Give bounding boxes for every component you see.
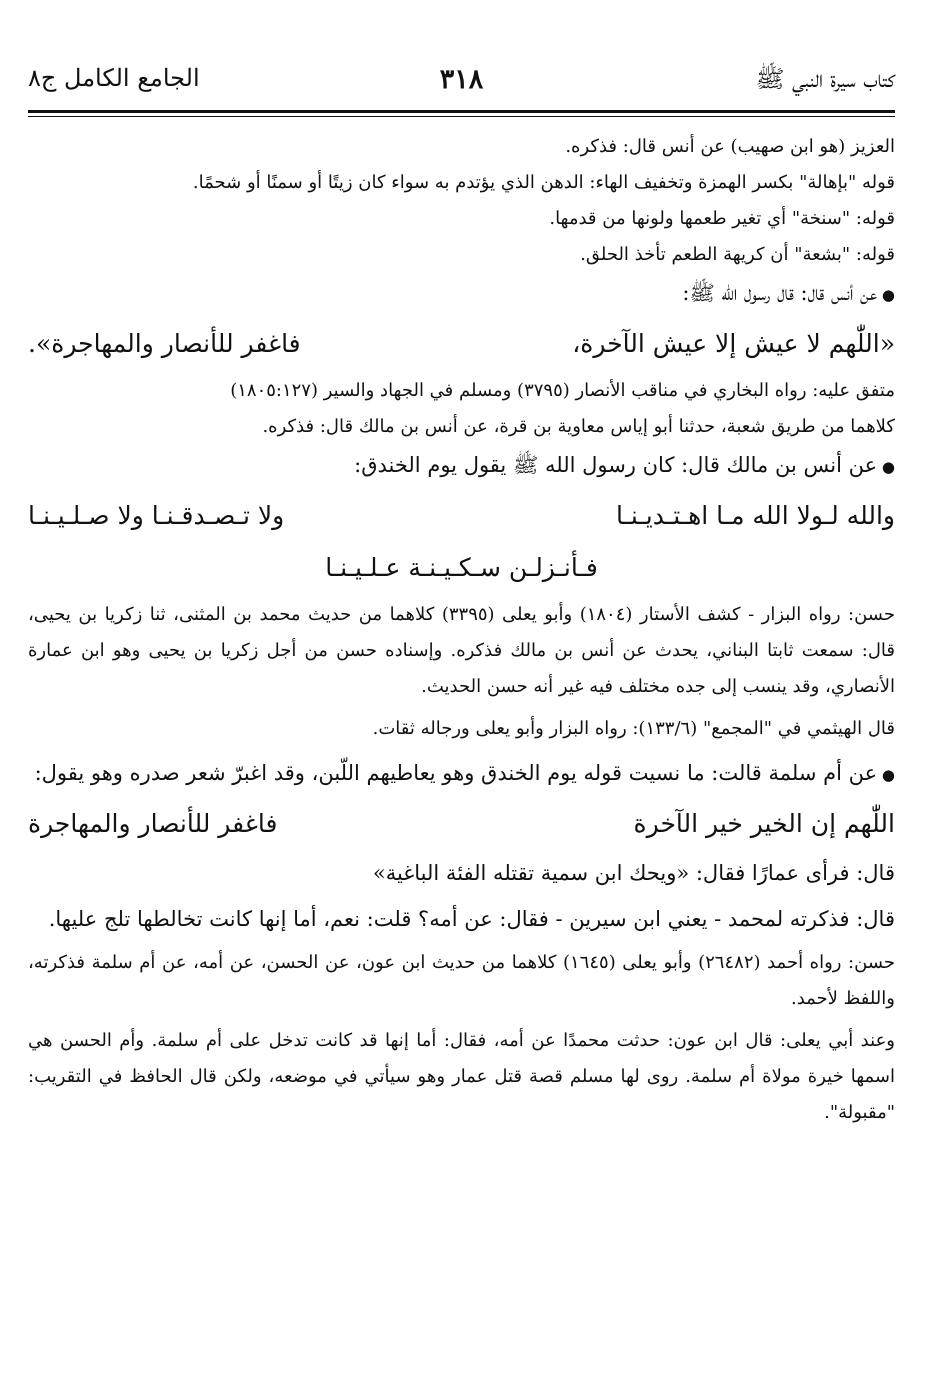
poem-verse [28,493,895,539]
hadith-text: ● عن أم سلمة قالت: ما نسيت قوله يوم الخندق وهو يعاطيهم اللّبن، وقد اغبرّ شعر صدره وهو يقول: [28,753,895,795]
header-rule-thin [28,116,895,117]
verse-first-hemistich: اللّٰهم إن الخير خير الآخرة [633,809,895,838]
verse-second-hemistich: فاغفر للأنصار والمهاجرة». [28,329,301,358]
takhrij-paragraph: حسن: رواه البزار - كشف الأستار (١٨٠٤) وأبو يعلى (٣٣٩٥) كلاهما من حديث محمد بن المثنى، ثنا زكريا بن يحيى، قال: سمعت ثابتا البناني، يحدث عن أنس بن مالك فذكره. وإسناده حسن من أجل زكريا بن يحيى وهو ابن عمارة الأنصاري، وقد ينسب إلى جده مختلف فيه غير أنه حسن الحديث. [28,604,895,697]
verse-first-hemistich: والله لـولا الله مـا اهـتـديـنـا [615,501,895,530]
verse-second-hemistich: فاغفر للأنصار والمهاجرة [28,809,278,838]
commentary-paragraph: قوله "بإهالة" بكسر الهمزة وتخفيف الهاء: الدهن الذي يؤتدم به سواء كان زيتًا أو سمنًا أو شحمًا. [192,172,895,193]
hadith-text: قال: فرأى عمارًا فقال: «ويحك ابن سمية تقتله الفئة الباغية» [372,861,895,885]
commentary-paragraph: قوله: "سنخة" أي تغير طعمها ولونها من قدمها. [549,208,895,229]
takhrij-paragraph: قال الهيثمي في "المجمع" (١٣٣/٦): رواه البزار وأبو يعلى ورجاله ثقات. [372,718,895,739]
header-rule-thick [28,110,895,113]
verse-first-hemistich: «اللّٰهم لا عيش إلا عيش الآخرة، [572,329,895,358]
hadith-intro: ● عن أنس قال: قال رسول الله ﷺ: [28,273,895,315]
book-page [28,58,895,1131]
poem-verse [28,321,895,367]
poem-verse-single: فـأنـزلـن سـكـيـنـة عـلـيـنـا [325,553,598,582]
hadith-intro: ● عن أنس بن مالك قال: كان رسول الله ﷺ يقول يوم الخندق: [28,445,895,487]
commentary-paragraph: قوله: "بشعة" أن كريهة الطعم تأخذ الحلق. [580,244,895,265]
running-head-section: كتاب سيرة النبي ﷺ [755,65,895,93]
commentary-paragraph: العزيز (هو ابن صهيب) عن أنس قال: فذكره. [565,136,895,157]
page-number: ٣١٨ [439,64,484,95]
takhrij-paragraph: كلاهما من طريق شعبة، حدثنا أبو إياس معاوية بن قرة، عن أنس بن مالك قال: فذكره. [262,416,895,437]
verse-second-hemistich: ولا تـصـدقـنـا ولا صـلـيـنـا [28,501,285,530]
poem-verse [28,801,895,847]
hadith-text: قال: فذكرته لمحمد - يعني ابن سيرين - فقال: عن أمه؟ قلت: نعم، أما إنها كانت تخالطها تلج عليها. [48,907,895,931]
page-header [28,58,895,108]
takhrij-paragraph: وعند أبي يعلى: قال ابن عون: حدثت محمدًا عن أمه، فقال: أما إنها قد كانت تدخل على أم سلمة. وأم الحسن هي اسمها خيرة مولاة أم سلمة. روى لها مسلم قصة قتل عمار وهو سيأتي في موضعه، ولكن قال الحافظ في التقريب: "مقبولة". [28,1030,895,1123]
takhrij-paragraph: حسن: رواه أحمد (٢٦٤٨٢) وأبو يعلى (١٦٤٥) كلاهما من حديث ابن عون، عن الحسن، عن أمه، عن أم سلمة فذكرته، واللفظ لأحمد. [28,952,895,1009]
running-head-title: الجامع الكامل ج٨ [28,64,200,92]
takhrij-paragraph: متفق عليه: رواه البخاري في مناقب الأنصار (٣٧٩٥) ومسلم في الجهاد والسير (١٨٠٥:١٢٧) [230,380,895,401]
